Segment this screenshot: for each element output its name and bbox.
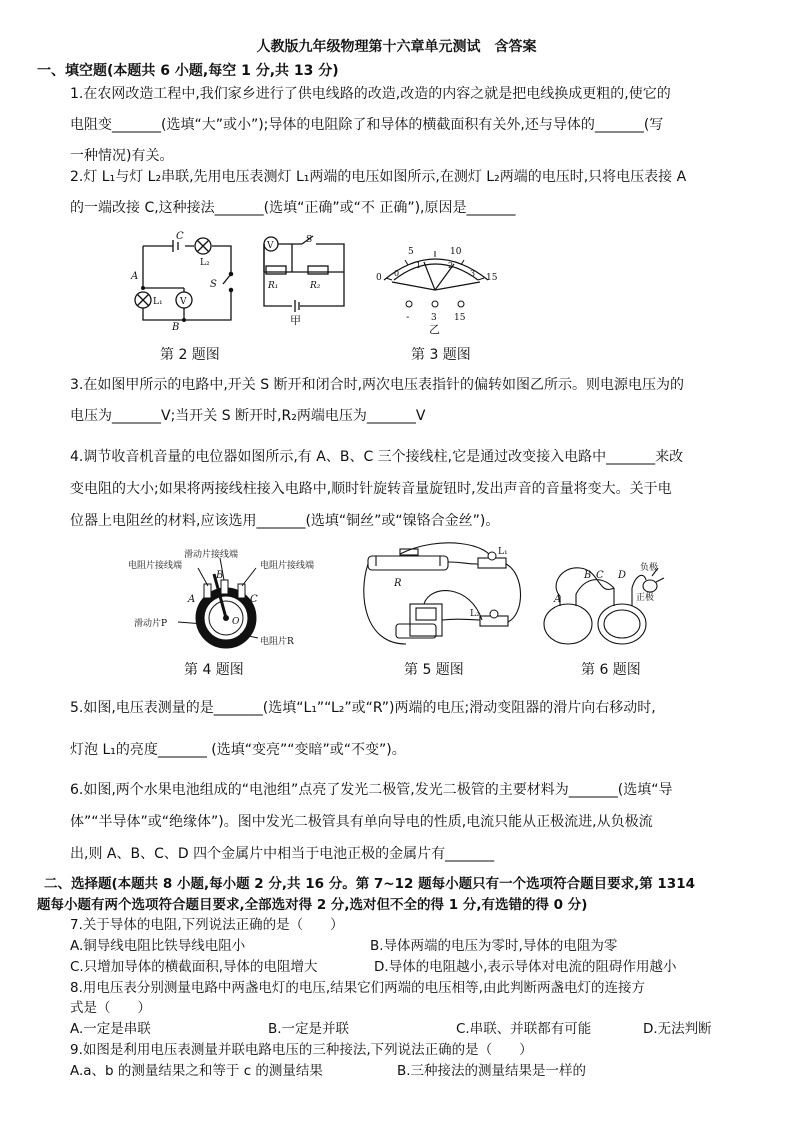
q3-label-jia: 甲 (290, 314, 301, 327)
caption-q4: 第 4 题图 (184, 662, 244, 678)
caption-q2: 第 2 题图 (160, 347, 220, 363)
q2-label-a: A (131, 271, 139, 282)
q3-label-yi: 乙 (429, 323, 440, 336)
q1-line-3: 一种情况)有关。 (70, 148, 174, 164)
q4-label-o: O (232, 617, 240, 627)
q2-circuit-figure (128, 231, 246, 333)
q3-meter-figure-yi (372, 240, 502, 336)
meter-terminal-3: 3 (431, 313, 437, 323)
section-heading-fill-in: 一、填空题(本题共 6 小题,每空 1 分,共 13 分) (37, 63, 339, 79)
q4-line-2: 变电阻的大小;如果将两接线柱接入电路中,顺时针旋转音量旋钮时,发出声音的音量将变大。关于电 (70, 481, 672, 497)
q5-circuit-figure (360, 544, 530, 652)
q8-stem-line-1: 8.用电压表分别测量电路中两盏电灯的电压,结果它们两端的电压相等,由此判断两盏电灯的连接方 (70, 980, 645, 996)
q5-label-r: R (394, 578, 402, 589)
q6-label-b: B (584, 570, 592, 581)
meter-terminal-15: 15 (454, 313, 466, 323)
q4-label-slide: 滑动片P (134, 619, 168, 629)
meter-top-15: 15 (486, 273, 498, 283)
caption-q6: 第 6 题图 (581, 662, 641, 678)
q2-line-1: 2.灯 L₁与灯 L₂串联,先用电压表测灯 L₁两端的电压如图所示,在测灯 L₂两端的电压时,只将电压表接 A (70, 169, 687, 185)
q1-line-2: 电阻变_______(选填“大”或小”);导体的电阻除了和导体的横截面积有关外,还与导体的_______(写 (70, 117, 664, 133)
q3-label-r2: R₂ (310, 281, 321, 291)
q2-voltmeter-v: V (180, 297, 187, 307)
q6-line-3: 出,则 A、B、C、D 四个金属片中相当于电池正极的金属片有_______ (70, 846, 495, 862)
q3-line-1: 3.在如图甲所示的电路中,开关 S 断开和闭合时,两次电压表指针的偏转如图乙所示。则电源电压为的 (70, 377, 685, 393)
page-title: 人教版九年级物理第十六章单元测试 含答案 (256, 39, 537, 55)
q3-label-r1: R₁ (268, 281, 279, 291)
q6-label-pos: 正极 (636, 593, 655, 603)
q4-label-b: B (216, 570, 224, 581)
q9-option-b: B.三种接法的测量结果是一样的 (397, 1063, 587, 1079)
q6-line-2: 体”“半导体”或“绝缘体”)。图中发光二极管具有单向导电的性质,电流只能从正极流进,从负极流 (70, 814, 653, 830)
q2-label-l2: L₂ (200, 258, 210, 268)
q3-line-2: 电压为_______V;当开关 S 断开时,R₂两端电压为_______V (70, 408, 426, 424)
q4-label-a: A (188, 594, 196, 605)
meter-top-10: 10 (450, 247, 462, 257)
q6-label-d: D (618, 570, 627, 581)
meter-bottom-2: 2 (448, 261, 454, 270)
meter-bottom-1: 1 (416, 261, 422, 270)
q8-option-c: C.串联、并联都有可能 (456, 1021, 592, 1037)
q2-label-l1: L₁ (153, 297, 163, 307)
q5-line-1: 5.如图,电压表测量的是_______(选填“L₁”“L₂”或“R”)两端的电压;滑动变阻器的滑片向右移动时, (70, 700, 656, 716)
q6-fruit-battery-figure (540, 556, 670, 652)
q7-option-b: B.导体两端的电压为零时,导体的电阻为零 (370, 938, 618, 954)
q3-circuit-figure-jia (258, 232, 358, 328)
q4-label-res-term-right: 电阻片接线端 (260, 561, 315, 571)
q7-option-c: C.只增加导体的横截面积,导体的电阻增大 (70, 959, 318, 975)
q6-label-c: C (596, 570, 604, 581)
q5-line-2: 灯泡 L₁的亮度_______ (选填“变亮”“变暗”或“不变”)。 (70, 742, 406, 758)
caption-q3: 第 3 题图 (411, 347, 471, 363)
q8-option-d: D.无法判断 (643, 1021, 712, 1037)
q4-potentiometer-figure (128, 546, 348, 652)
q2-label-b: B (172, 322, 180, 333)
q5-label-l1: L₁ (498, 547, 508, 557)
q9-option-a: A.a、b 的测量结果之和等于 c 的测量结果 (70, 1063, 323, 1079)
q8-option-b: B.一定是并联 (268, 1021, 350, 1037)
q2-label-c: C (176, 231, 184, 242)
q8-option-a: A.一定是串联 (70, 1021, 151, 1037)
meter-top-0: 0 (376, 273, 382, 283)
q7-option-d: D.导体的电阻越小,表示导体对电流的阻碍作用越小 (374, 959, 677, 975)
section-heading-choice-line-2: 题每小题有两个选项符合题目要求,全部选对得 2 分,选对但不全的得 1 分,有选错的得 0 分) (37, 897, 588, 913)
q4-line-3: 位器上电阻丝的材料,应该选用_______(选填“铜丝”或“镍铬合金丝”)。 (70, 513, 500, 529)
section-heading-choice-line-1: 二、选择题(本题共 8 小题,每小题 2 分,共 16 分。第 7~12 题每小题只有一个选项符合题目要求,第 1314 (44, 876, 695, 892)
q6-label-a: A (554, 594, 562, 605)
q4-line-1: 4.调节收音机音量的电位器如图所示,有 A、B、C 三个接线柱,它是通过改变接入电路中_______来改 (70, 449, 684, 465)
q2-label-s: S (210, 279, 217, 290)
q4-label-c: C (250, 594, 258, 605)
q4-label-slide-term: 滑动片接线端 (184, 550, 239, 560)
q5-label-l2: L₂ (470, 609, 480, 619)
q7-stem: 7.关于导体的电阻,下列说法正确的是（ ） (70, 917, 344, 933)
q8-stem-line-2: 式是（ ） (70, 1000, 151, 1016)
q4-label-res-term-left: 电阻片接线端 (128, 561, 183, 571)
q2-line-2: 的一端改接 C,这种接法_______(选填“正确”或“不 正确”),原因是_______ (70, 200, 516, 216)
meter-terminal-minus: - (406, 312, 410, 323)
q3-label-s: S (306, 235, 313, 245)
q6-label-neg: 负极 (640, 563, 659, 573)
q9-stem: 9.如图是利用电压表测量并联电路电压的三种接法,下列说法正确的是（ ） (70, 1042, 533, 1058)
q1-line-1: 1.在农网改造工程中,我们家乡进行了供电线路的改造,改造的内容之就是把电线换成更粗的,使它的 (70, 86, 671, 102)
meter-bottom-0: 0 (394, 269, 400, 278)
q3-voltmeter-v: V (267, 241, 274, 251)
meter-bottom-3: 3 (470, 269, 476, 278)
q4-label-res: 电阻片R (260, 637, 294, 647)
q6-line-1: 6.如图,两个水果电池组成的“电池组”点亮了发光二极管,发光二极管的主要材料为_______(选填“导 (70, 782, 673, 798)
meter-top-5: 5 (408, 247, 414, 257)
caption-q5: 第 5 题图 (404, 662, 464, 678)
q7-option-a: A.铜导线电阻比铁导线电阻小 (70, 938, 246, 954)
